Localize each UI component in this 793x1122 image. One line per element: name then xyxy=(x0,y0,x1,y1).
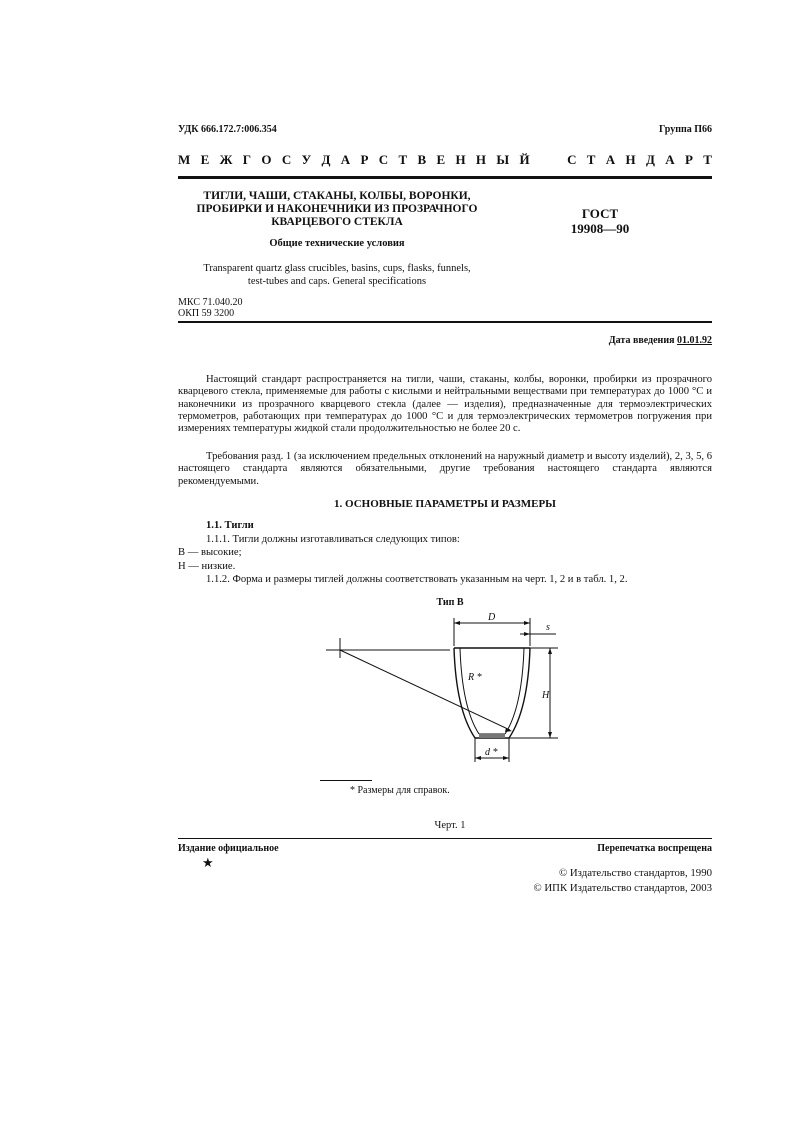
clause-1-1-2: 1.1.2. Форма и размеры тиглей должны соответствовать указанным на черт. 1, 2 и в табл. 1, 2. xyxy=(206,574,628,586)
title-line-2: ПРОБИРКИ И НАКОНЕЧНИКИ ИЗ ПРОЗРАЧНОГО xyxy=(196,203,478,215)
document-title xyxy=(178,190,496,229)
figure-type-label: Тип В xyxy=(436,597,464,608)
copyright-2003: © ИПК Издательство стандартов, 2003 xyxy=(533,882,712,894)
section-heading: 1. ОСНОВНЫЕ ПАРАМЕТРЫ И РАЗМЕРЫ xyxy=(334,498,556,510)
dim-d-arrow-right xyxy=(503,756,509,760)
mks-code: МКС 71.040.20 xyxy=(178,297,243,308)
banner-letter: Н xyxy=(455,152,466,167)
type-low: Н — низкие. xyxy=(178,560,236,572)
banner-letter: Д xyxy=(645,152,655,167)
introduction-date xyxy=(560,335,712,346)
base-hatch xyxy=(479,734,505,738)
banner-letter xyxy=(553,152,556,168)
dim-d-arrow-left xyxy=(475,756,481,760)
banner-letter: Р xyxy=(360,152,369,167)
dim-D-arrow-left xyxy=(454,621,460,625)
inner-wall-left xyxy=(460,648,479,734)
inner-wall-right xyxy=(505,648,524,734)
section-body xyxy=(178,519,712,587)
banner-letter: А xyxy=(665,152,675,167)
type-high: В — высокие; xyxy=(178,547,242,559)
gost-number: 19908—90 xyxy=(570,221,630,236)
banner-letter: У xyxy=(301,152,312,167)
intro-date-value: 01.01.92 xyxy=(677,335,712,346)
english-title-line-2: test-tubes and caps. General specifications xyxy=(247,276,427,287)
banner-letter: Е xyxy=(436,152,446,167)
title-block-rule xyxy=(178,321,712,323)
banner-letter: Г xyxy=(242,152,252,167)
banner-letter: С xyxy=(378,152,389,167)
english-title-line-1: Transparent quartz glass crucibles, basins, cups, flasks, funnels, xyxy=(203,263,471,274)
banner-letter: С xyxy=(567,152,577,167)
radius-line xyxy=(340,650,510,730)
subsection-heading: 1.1. Тигли xyxy=(206,520,254,531)
scope-paragraph: Настоящий стандарт распространяется на тигли, чаши, стаканы, колбы, воронки, пробирки из прозрачного кварцевого стекла, применяемые для работы с кислыми и нейтральными веществами при температурах до 1000 °С и наконечники из прозрачного кварцевого стекла (далее — изделия), предназначенные для термоэлектрических термометров, работающих при температурах до 1000 °С и для термоэлектрических термометров погружения при измерениях температуры жидкой стали продолжительностью не более 20 с. xyxy=(178,374,712,435)
banner-letter: Т xyxy=(586,152,596,167)
dim-s-arrow xyxy=(524,632,530,636)
interstate-standard-banner xyxy=(178,152,712,168)
label-H: H xyxy=(542,690,550,701)
crucible-drawing xyxy=(320,610,560,770)
banner-letter: Т xyxy=(398,152,408,167)
banner-letter: В xyxy=(417,152,427,167)
banner-letter: Н xyxy=(625,152,636,167)
banner-letter: М xyxy=(178,152,191,167)
copyright-1990: © Издательство стандартов, 1990 xyxy=(558,867,712,879)
intro-date-label: Дата введения xyxy=(608,335,675,346)
label-s: s xyxy=(546,622,550,633)
dim-H-arrow-top xyxy=(548,648,552,654)
dim-D-arrow-right xyxy=(524,621,530,625)
reprint-prohibited: Перепечатка воспрещена xyxy=(597,843,712,854)
udk-code: УДК 666.172.7:006.354 xyxy=(178,124,277,135)
clause-1-1-1: 1.1.1. Тигли должны изготавливаться следующих типов: xyxy=(206,533,460,545)
banner-letter: Д xyxy=(321,152,331,167)
okp-code: ОКП 59 3200 xyxy=(178,308,235,319)
banner-letter: А xyxy=(340,152,351,167)
banner-letter: Й xyxy=(519,152,530,167)
english-title xyxy=(178,262,496,288)
banner-letter: Ж xyxy=(219,152,233,167)
classification-codes xyxy=(178,297,242,319)
label-R: R * xyxy=(468,672,482,683)
banner-letter: Е xyxy=(200,152,210,167)
gost-label: ГОСТ xyxy=(581,206,619,221)
copyright-block xyxy=(440,866,712,896)
gost-designation xyxy=(555,206,645,236)
banner-letter: О xyxy=(261,152,272,167)
banner-letter: Т xyxy=(703,152,712,167)
label-d: d * xyxy=(485,747,498,758)
banner-letter: С xyxy=(281,152,292,167)
figure-footnote: * Размеры для справок. xyxy=(350,785,450,796)
group-code: Группа П66 xyxy=(659,124,712,135)
official-edition: Издание официальное xyxy=(178,843,279,854)
footer-rule xyxy=(178,838,712,839)
banner-letter: А xyxy=(605,152,616,167)
title-line-1: ТИГЛИ, ЧАШИ, СТАКАНЫ, КОЛБЫ, ВОРОНКИ, xyxy=(203,190,471,202)
figure-caption: Черт. 1 xyxy=(434,820,466,831)
banner-letter: Н xyxy=(475,152,487,167)
banner-letter xyxy=(540,152,543,168)
banner-letter: Ы xyxy=(496,152,510,167)
header-rule xyxy=(178,176,712,179)
label-D: D xyxy=(488,612,496,623)
star-icon: ★ xyxy=(202,855,214,870)
footnote-rule xyxy=(320,780,372,781)
title-line-3: КВАРЦЕВОГО СТЕКЛА xyxy=(271,216,403,228)
requirements-paragraph: Требования разд. 1 (за исключением предельных отклонений на наружный диаметр и высоту изделий), 2, 3, 5, 6 настоящего стандарта являются обязательными, другие требования настоящего стандарта являются рекомендуемыми. xyxy=(178,451,712,487)
dim-H-arrow-bottom xyxy=(548,732,552,738)
banner-letter: Р xyxy=(684,152,693,167)
document-subtitle: Общие технические условия xyxy=(269,238,405,249)
